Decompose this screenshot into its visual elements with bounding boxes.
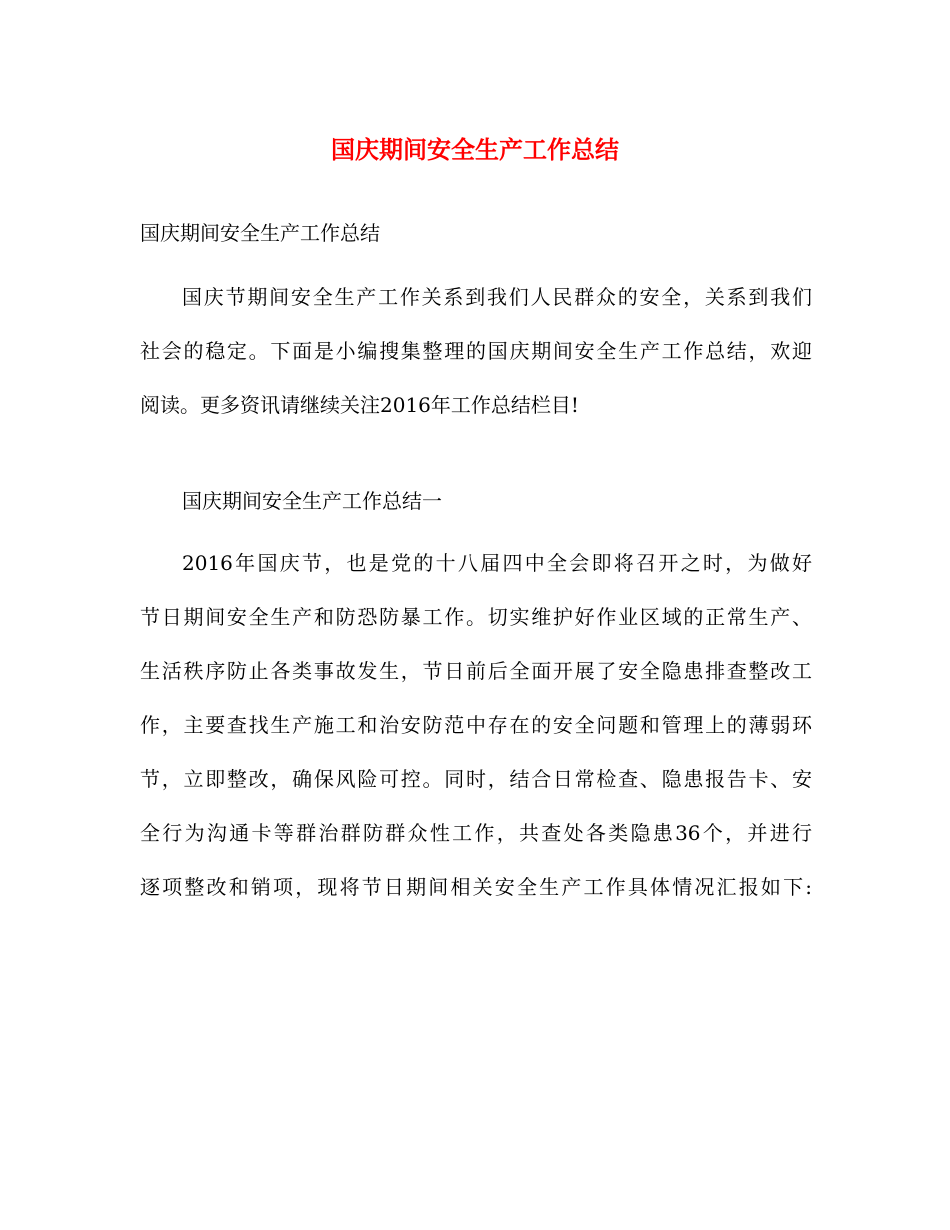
body-paragraph [140,536,812,914]
body-line: 节，立即整改，确保风险可控。同时，结合日常检查、隐患报告卡、安 [140,767,812,791]
body-line: 2016年国庆节，也是党的十八届四中全会即将召开之时，为做好 [182,551,812,575]
body-line: 生活秩序防止各类事故发生，节日前后全面开展了安全隐患排查整改工 [140,659,812,683]
body-line: 逐项整改和销项，现将节日期间相关安全生产工作具体情况汇报如下: [140,875,812,899]
body-line: 全行为沟通卡等群治群防群众性工作，共查处各类隐患36个，并进行 [140,821,812,845]
section-heading: 国庆期间安全生产工作总结一 [182,489,442,513]
document-subtitle: 国庆期间安全生产工作总结 [140,221,380,245]
intro-line: 国庆节期间安全生产工作关系到我们人民群众的安全，关系到我们 [182,285,812,309]
body-line: 作，主要查找生产施工和治安防范中存在的安全问题和管理上的薄弱环 [140,713,812,737]
document-title: 国庆期间安全生产工作总结 [331,135,619,164]
intro-line: 社会的稳定。下面是小编搜集整理的国庆期间安全生产工作总结，欢迎 [140,339,812,363]
intro-line: 阅读。更多资讯请继续关注2016年工作总结栏目! [140,393,579,417]
body-line: 节日期间安全生产和防恐防暴工作。切实维护好作业区域的正常生产、 [140,605,812,629]
intro-paragraph [140,270,812,432]
